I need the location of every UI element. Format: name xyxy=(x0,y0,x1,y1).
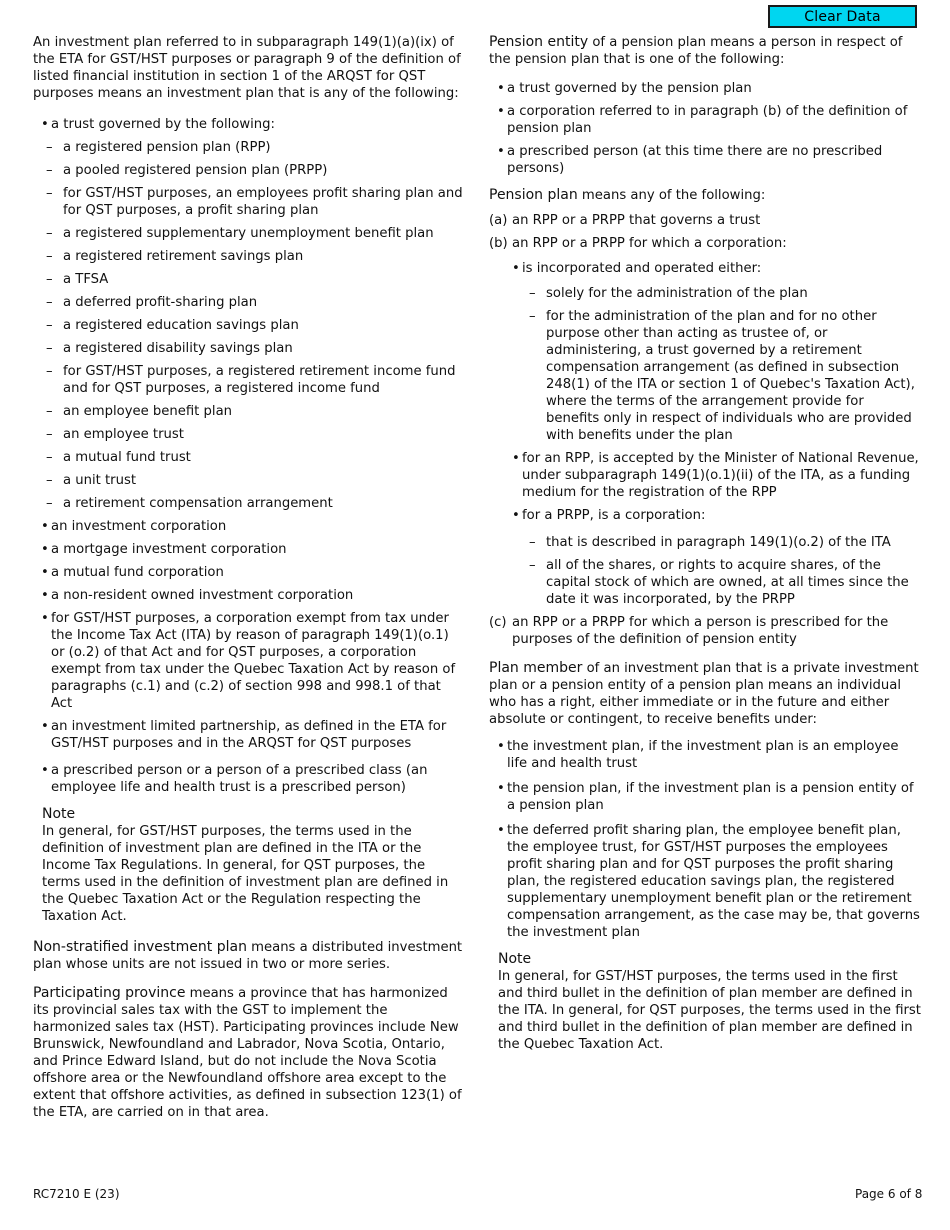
pension-plan-item-b xyxy=(489,235,921,608)
note-title: Note xyxy=(42,806,76,822)
item-b-sublist xyxy=(512,260,921,608)
item-text: an RPP or a PRPP for which a person is prescribed for the purposes of the definition of pension entity xyxy=(512,615,889,647)
list-item: • for an RPP, is accepted by the Minister of National Revenue, under subparagraph 149(1)(o.1)(ii) of the ITA, as a funding medium for the registration of the RPP xyxy=(512,450,921,501)
list-item: – a unit trust xyxy=(39,472,463,489)
definition-term: Participating province xyxy=(33,985,186,1001)
definition-text: means a distributed investment plan whose units are not issued in two or more series. xyxy=(33,940,463,972)
list-item: – a registered retirement savings plan xyxy=(39,248,463,265)
list-item: – that is described in paragraph 149(1)(o.2) of the ITA xyxy=(522,534,921,551)
list-item: – all of the shares, or rights to acquire shares, of the capital stock of which are owned, at all times since the date it was incorporated, by the PRPP xyxy=(522,557,921,608)
pension-entity-list xyxy=(489,80,921,177)
list-item: • the pension plan, if the investment plan is a pension entity of a pension plan xyxy=(489,780,921,814)
list-item: – a retirement compensation arrangement xyxy=(39,495,463,512)
list-item-text: is incorporated and operated either: xyxy=(522,261,762,276)
list-item: – a registered pension plan (RPP) xyxy=(39,139,463,156)
pension-plan-item-a xyxy=(489,212,921,229)
list-item: – an employee benefit plan xyxy=(39,403,463,420)
list-item: • an investment corporation xyxy=(33,518,463,535)
list-item: • a mutual fund corporation xyxy=(33,564,463,581)
trust-sublist xyxy=(39,139,463,512)
definition-text: of an investment plan that is a private investment plan or a pension entity of a pension plan means an individual who has a right, either immediate or in the future and either absolute or contingent, to receive benefits under: xyxy=(489,661,919,727)
item-b-dash-list xyxy=(522,285,921,444)
pension-plan-item-c xyxy=(489,614,921,648)
item-label: (b) xyxy=(489,236,508,251)
definition-text: means a province that has harmonized its provincial sales tax with the GST to implement the harmonized sales tax (HST). Participating provinces include New Brunswick, Newfoundland and Labrador, Nova Scotia, Ontario, and Prince Edward Island, but do not include the Nova Scotia offshore area or the Newfoundland offshore area except to the extent that offshore activities, as defined in subsection 123(1) of the ETA, are carried on in that area. xyxy=(33,986,462,1120)
definition-term: Pension plan xyxy=(489,187,578,203)
investment-plan-intro: An investment plan referred to in subparagraph 149(1)(a)(ix) of the ETA for GST/HST purposes or paragraph 9 of the definition of listed financial institution in section 1 of the ARQST for QST purposes means an investment plan that is any of the following: xyxy=(33,35,461,101)
clear-data-button[interactable]: Clear Data xyxy=(768,5,917,28)
left-column xyxy=(33,34,463,1133)
list-item: – a registered education savings plan xyxy=(39,317,463,334)
list-item xyxy=(512,260,921,444)
list-item: • an investment limited partnership, as defined in the ETA for GST/HST purposes and in the ARQST for QST purposes xyxy=(33,718,463,752)
investment-plan-list xyxy=(33,116,463,796)
definition-text: of a pension plan means a person in respect of the pension plan that is one of the following: xyxy=(489,35,903,67)
plan-member-list xyxy=(489,738,921,941)
item-label: (c) xyxy=(489,615,507,630)
list-item: – solely for the administration of the plan xyxy=(522,285,921,302)
list-item: • a corporation referred to in paragraph (b) of the definition of pension plan xyxy=(489,103,921,137)
list-item: • for GST/HST purposes, a corporation exempt from tax under the Income Tax Act (ITA) by reason of paragraph 149(1)(o.1) or (o.2) of that Act and for QST purposes, a corporation exempt from tax under the Quebec Taxation Act by reason of paragraphs (c.1) and (c.2) of section 998 and 998.1 of that Act xyxy=(33,610,463,712)
list-item: – a mutual fund trust xyxy=(39,449,463,466)
list-item xyxy=(33,116,463,512)
list-item: • a non-resident owned investment corporation xyxy=(33,587,463,604)
list-item: • a trust governed by the pension plan xyxy=(489,80,921,97)
form-identifier: RC7210 E (23) xyxy=(33,1187,120,1201)
note-text: In general, for GST/HST purposes, the terms used in the definition of investment plan are defined in the ITA or the Income Tax Regulations. In general, for QST purposes, the terms used in the definition of investment plan are defined in the Quebec Taxation Act or the Regulation respecting the Taxation Act. xyxy=(42,824,449,924)
list-item: • a prescribed person or a person of a prescribed class (an employee life and health trust is a prescribed person) xyxy=(33,762,463,796)
definition-term: Plan member xyxy=(489,660,583,676)
page-number: Page 6 of 8 xyxy=(855,1187,923,1201)
list-item: • a mortgage investment corporation xyxy=(33,541,463,558)
list-item: – a TFSA xyxy=(39,271,463,288)
definition-term: Pension entity xyxy=(489,34,589,50)
list-item: – a deferred profit-sharing plan xyxy=(39,294,463,311)
list-item-text: a trust governed by the following: xyxy=(51,117,275,132)
list-item xyxy=(512,507,921,608)
plan-member-note xyxy=(498,951,921,1053)
list-item: • a prescribed person (at this time there are no prescribed persons) xyxy=(489,143,921,177)
definition-term: Non-stratified investment plan xyxy=(33,939,247,955)
right-column xyxy=(489,34,921,1067)
list-item: – an employee trust xyxy=(39,426,463,443)
list-item: – for GST/HST purposes, a registered retirement income fund and for QST purposes, a registered income fund xyxy=(39,363,463,397)
definition-text: means any of the following: xyxy=(577,188,766,203)
item-label: (a) xyxy=(489,213,508,228)
note-text: In general, for GST/HST purposes, the terms used in the first and third bullet in the definition of plan member are defined in the ITA. In general, for QST purposes, the terms used in the first and third bullet in the definition of plan member are defined in the Quebec Taxation Act. xyxy=(498,969,921,1052)
list-item: – a registered supplementary unemployment benefit plan xyxy=(39,225,463,242)
participating-province-definition xyxy=(33,985,463,1121)
pension-plan-definition xyxy=(489,187,921,204)
plan-member-definition xyxy=(489,660,921,728)
pension-entity-definition xyxy=(489,34,921,68)
note-title: Note xyxy=(498,951,532,967)
list-item: – for GST/HST purposes, an employees profit sharing plan and for QST purposes, a profit sharing plan xyxy=(39,185,463,219)
list-item: – a pooled registered pension plan (PRPP) xyxy=(39,162,463,179)
investment-plan-note xyxy=(42,806,463,925)
non-stratified-definition xyxy=(33,939,463,973)
item-text: an RPP or a PRPP that governs a trust xyxy=(512,213,761,228)
list-item: – for the administration of the plan and for no other purpose other than acting as trustee of, or administering, a trust governed by a retirement compensation arrangement (as defined in subsection 248(1) of the ITA or section 1 of Quebec's Taxation Act), where the terms of the arrangement provide for benefits only in respect of individuals who are provided with benefits under the plan xyxy=(522,308,921,444)
list-item: • the investment plan, if the investment plan is an employee life and health trust xyxy=(489,738,921,772)
list-item: • the deferred profit sharing plan, the employee benefit plan, the employee trust, for GST/HST purposes the employees profit sharing plan and for QST purposes the profit sharing plan, the registered education savings plan, the registered supplementary unemployment benefit plan or the retirement compensation arrangement, as the case may be, that governs the investment plan xyxy=(489,822,921,941)
list-item: – a registered disability savings plan xyxy=(39,340,463,357)
list-item-text: for a PRPP, is a corporation: xyxy=(522,508,706,523)
item-b-dash-list xyxy=(522,534,921,608)
item-text: an RPP or a PRPP for which a corporation: xyxy=(512,236,787,251)
